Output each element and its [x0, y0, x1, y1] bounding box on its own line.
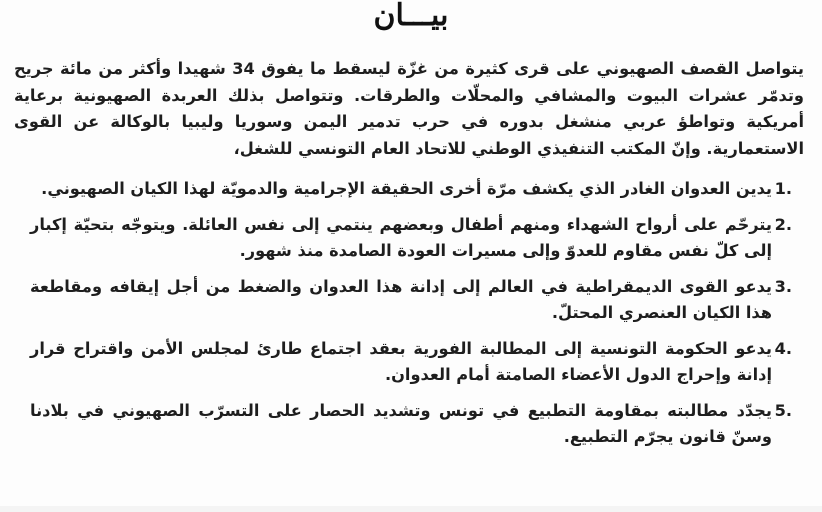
item-text: يجدّد مطالبته بمقاومة التطبيع في تونس وتشديد الحصار على التسرّب الصهيوني في بلادنا وسنّ قانون يجرّم التطبيع.	[30, 400, 772, 446]
list-item	[30, 274, 792, 327]
list-item	[30, 398, 792, 451]
item-text: يدعو الحكومة التونسية إلى المطالبة الفورية بعقد اجتماع طارئ لمجلس الأمن واقتراح قرار إدانة وإحراج الدول الأعضاء الصامتة أمام العدوان.	[30, 338, 772, 384]
intro-paragraph: يتواصل القصف الصهيوني على قرى كثيرة من غزّة ليسقط ما يفوق 34 شهيدا وأكثر من مائة جريح وتدمّر عشرات البيوت والمشافي والمحلّات والطرقات. وتتواصل بذلك العربدة الصهيونية برعاية أمريكية وتواطؤ عربي منشغل بدوره في حرب تدمير اليمن وسوريا وليبيا بالوكالة عن القوى الاستعمارية. وإنّ المكتب التنفيذي الوطني للاتحاد العام التونسي للشغل،	[14, 59, 804, 158]
list-item	[30, 336, 792, 389]
item-number: 4.	[774, 338, 792, 358]
list-item	[30, 176, 792, 203]
item-text: يدعو القوى الديمقراطية في العالم إلى إدانة هذا العدوان والضغط من أجل إيقافه ومقاطعة هذا الكيان العنصري المحتلّ.	[30, 276, 772, 322]
item-number: 3.	[774, 276, 792, 296]
page-bottom-edge	[0, 506, 822, 512]
item-number: 2.	[774, 214, 792, 234]
item-text: يترحّم على أرواح الشهداء ومنهم أطفال وبعضهم ينتمي إلى نفس العائلة. ويتوجّه بتحيّة إكبار إلى كلّ نفس مقاوم للعدوّ وإلى مسيرات العودة الصامدة منذ شهور.	[30, 214, 772, 260]
item-number: 1.	[774, 179, 792, 198]
points-list	[30, 176, 792, 460]
item-text: يدين العدوان الغادر الذي يكشف مرّة أخرى الحقيقة الإجرامية والدمويّة لهذا الكيان الصهيوني.	[41, 179, 772, 198]
statement-title: بيـــان	[373, 0, 449, 33]
list-item	[30, 212, 792, 265]
item-number: 5.	[774, 400, 792, 420]
